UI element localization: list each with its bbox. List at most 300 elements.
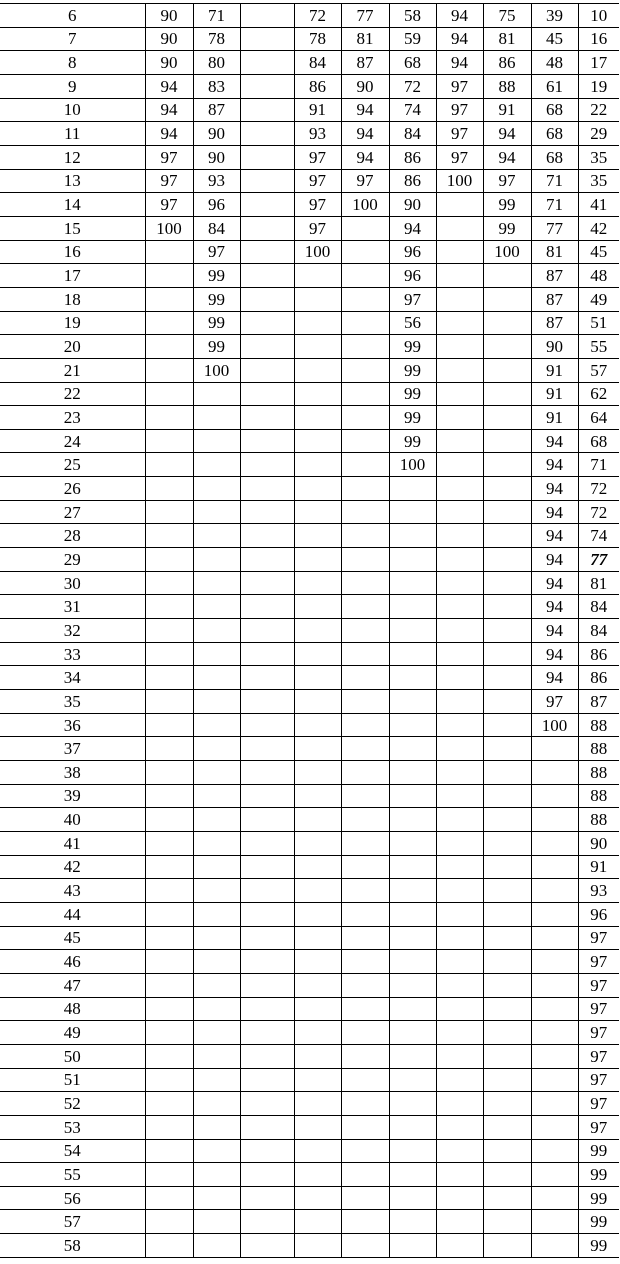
row-label-cell: 56 [0,1186,145,1210]
table-row [0,548,619,572]
value-cell [389,666,436,690]
value-cell: 99 [483,193,531,217]
value-cell: 71 [531,193,578,217]
value-cell [145,571,193,595]
value-cell [294,406,341,430]
value-cell: 94 [436,51,483,75]
value-cell: 45 [531,27,578,51]
value-cell [436,1068,483,1092]
row-label-cell: 29 [0,548,145,572]
value-cell [240,406,294,430]
value-cell [193,997,240,1021]
value-cell: 10 [578,4,619,28]
table-row [0,477,619,501]
value-cell [294,808,341,832]
row-label-cell: 51 [0,1068,145,1092]
value-cell: 97 [531,690,578,714]
value-cell: 94 [531,429,578,453]
value-cell [294,1139,341,1163]
row-label-cell: 48 [0,997,145,1021]
value-cell [436,1163,483,1187]
value-cell [145,287,193,311]
value-cell: 22 [578,98,619,122]
row-label-cell: 11 [0,122,145,146]
value-cell [436,1139,483,1163]
value-cell: 97 [436,145,483,169]
value-cell: 99 [578,1163,619,1187]
value-cell [483,1021,531,1045]
value-cell: 97 [578,973,619,997]
value-cell [389,571,436,595]
value-cell: 90 [193,145,240,169]
value-cell [294,855,341,879]
value-cell [240,1021,294,1045]
value-cell [341,1139,389,1163]
value-cell [145,855,193,879]
value-cell [240,666,294,690]
value-cell [145,784,193,808]
value-cell [294,1234,341,1258]
row-label-cell: 21 [0,358,145,382]
value-cell [483,713,531,737]
value-cell [341,1092,389,1116]
value-cell [294,784,341,808]
value-cell [436,216,483,240]
table-row [0,1115,619,1139]
value-cell [483,1210,531,1234]
row-label-cell: 8 [0,51,145,75]
row-label-cell: 10 [0,98,145,122]
value-cell [294,429,341,453]
value-cell [145,1210,193,1234]
value-cell: 94 [531,619,578,643]
value-cell [436,595,483,619]
value-cell: 74 [578,524,619,548]
value-cell [240,311,294,335]
value-cell [240,619,294,643]
value-cell [193,1021,240,1045]
value-cell [240,193,294,217]
value-cell: 90 [341,74,389,98]
value-cell [341,382,389,406]
value-cell [436,193,483,217]
row-label-cell: 38 [0,761,145,785]
value-cell [193,666,240,690]
value-cell [341,477,389,501]
value-cell [389,595,436,619]
value-cell [145,737,193,761]
table-row [0,193,619,217]
value-cell [436,358,483,382]
value-cell: 88 [483,74,531,98]
value-cell [531,1234,578,1258]
value-cell: 99 [193,287,240,311]
value-cell [240,595,294,619]
value-cell: 97 [436,98,483,122]
value-cell [436,311,483,335]
value-cell [483,595,531,619]
value-cell [294,358,341,382]
row-label-cell: 41 [0,831,145,855]
value-cell [145,429,193,453]
value-cell: 99 [389,335,436,359]
value-cell [483,500,531,524]
value-cell [193,595,240,619]
table-row [0,950,619,974]
row-label-cell: 42 [0,855,145,879]
table-row [0,1139,619,1163]
value-cell: 68 [531,122,578,146]
value-cell [294,997,341,1021]
value-cell [341,1021,389,1045]
value-cell [483,973,531,997]
value-cell: 90 [193,122,240,146]
value-cell: 71 [531,169,578,193]
row-label-cell: 36 [0,713,145,737]
value-cell [341,311,389,335]
value-cell [483,855,531,879]
value-cell: 97 [294,145,341,169]
value-cell [341,902,389,926]
row-label-cell: 19 [0,311,145,335]
value-cell [436,926,483,950]
value-cell: 88 [578,737,619,761]
value-cell [294,548,341,572]
value-cell: 94 [389,216,436,240]
value-cell [389,1092,436,1116]
value-cell: 87 [531,264,578,288]
value-cell: 94 [531,666,578,690]
row-label-cell: 46 [0,950,145,974]
value-cell [240,1186,294,1210]
value-cell [294,595,341,619]
value-cell: 99 [389,382,436,406]
value-cell: 99 [193,335,240,359]
value-cell [240,713,294,737]
value-cell [531,997,578,1021]
value-cell [294,761,341,785]
table-row [0,761,619,785]
value-cell [294,666,341,690]
value-cell [294,926,341,950]
row-label-cell: 53 [0,1115,145,1139]
row-label-cell: 23 [0,406,145,430]
value-cell [240,358,294,382]
value-cell [341,240,389,264]
value-cell: 91 [531,358,578,382]
value-cell: 49 [578,287,619,311]
value-cell [483,524,531,548]
value-cell [436,548,483,572]
value-cell [436,287,483,311]
value-cell: 72 [578,477,619,501]
value-cell [294,737,341,761]
value-cell [389,879,436,903]
value-cell: 87 [531,311,578,335]
value-cell: 56 [389,311,436,335]
value-cell [240,122,294,146]
table-row [0,406,619,430]
value-cell [483,335,531,359]
value-cell: 77 [341,4,389,28]
value-cell [240,1044,294,1068]
value-cell [436,713,483,737]
table-row [0,1021,619,1045]
value-cell [240,784,294,808]
value-cell: 97 [341,169,389,193]
value-cell [294,879,341,903]
row-label-cell: 34 [0,666,145,690]
value-cell [240,855,294,879]
value-cell [483,1139,531,1163]
value-cell: 86 [389,145,436,169]
value-cell [145,524,193,548]
table-row [0,4,619,28]
value-cell [294,1021,341,1045]
value-cell [240,27,294,51]
value-cell [193,926,240,950]
value-cell [294,1115,341,1139]
value-cell: 90 [145,51,193,75]
value-cell: 87 [341,51,389,75]
value-cell [240,548,294,572]
value-cell: 97 [578,1044,619,1068]
value-cell: 97 [578,997,619,1021]
value-cell [483,429,531,453]
value-cell [145,808,193,832]
table-row [0,713,619,737]
value-cell [145,831,193,855]
value-cell [389,855,436,879]
value-cell [531,950,578,974]
value-cell [193,548,240,572]
value-cell [531,1021,578,1045]
table-row [0,145,619,169]
value-cell [389,1186,436,1210]
value-cell [436,690,483,714]
value-cell [436,642,483,666]
value-cell [389,619,436,643]
value-cell [436,879,483,903]
table-row [0,335,619,359]
value-cell: 19 [578,74,619,98]
table-row [0,500,619,524]
row-label-cell: 22 [0,382,145,406]
value-cell [193,1139,240,1163]
value-cell [145,1234,193,1258]
value-cell [483,926,531,950]
value-cell: 41 [578,193,619,217]
value-cell: 74 [389,98,436,122]
value-cell [531,737,578,761]
value-cell [145,997,193,1021]
value-cell [240,997,294,1021]
value-cell [436,1234,483,1258]
value-cell [341,642,389,666]
value-cell: 94 [436,27,483,51]
value-cell [240,145,294,169]
value-cell [294,382,341,406]
value-cell [193,808,240,832]
table-row [0,524,619,548]
value-cell [193,713,240,737]
value-cell [145,642,193,666]
value-cell [483,737,531,761]
value-cell [145,1068,193,1092]
value-cell: 97 [436,74,483,98]
value-cell: 99 [389,429,436,453]
value-cell [145,619,193,643]
table-row [0,1044,619,1068]
row-label-cell: 47 [0,973,145,997]
value-cell: 97 [294,193,341,217]
value-cell: 100 [531,713,578,737]
value-cell [531,831,578,855]
value-cell [341,973,389,997]
value-cell [294,950,341,974]
value-cell [240,1068,294,1092]
value-cell: 64 [578,406,619,430]
value-cell [531,1068,578,1092]
row-label-cell: 50 [0,1044,145,1068]
table-row [0,737,619,761]
table-row [0,973,619,997]
value-cell [240,335,294,359]
row-label-cell: 37 [0,737,145,761]
value-cell [145,690,193,714]
value-cell [483,1115,531,1139]
value-cell [193,1092,240,1116]
value-cell [294,1163,341,1187]
value-cell [389,1044,436,1068]
value-cell: 71 [193,4,240,28]
table-row [0,358,619,382]
value-cell [240,500,294,524]
row-label-cell: 7 [0,27,145,51]
value-cell [193,902,240,926]
value-cell [294,1092,341,1116]
value-cell: 94 [145,74,193,98]
value-cell [341,1186,389,1210]
value-cell [341,1044,389,1068]
value-cell: 58 [389,4,436,28]
value-cell [341,808,389,832]
table-row [0,429,619,453]
value-cell: 96 [193,193,240,217]
value-cell [193,429,240,453]
value-cell [294,524,341,548]
table-row [0,264,619,288]
value-cell [240,973,294,997]
value-cell [436,761,483,785]
value-cell [389,784,436,808]
value-cell [483,1068,531,1092]
row-label-cell: 9 [0,74,145,98]
value-cell: 100 [193,358,240,382]
row-label-cell: 55 [0,1163,145,1187]
value-cell [436,619,483,643]
value-cell [240,382,294,406]
value-cell [341,1068,389,1092]
value-cell [145,1139,193,1163]
table-row [0,831,619,855]
value-cell: 86 [483,51,531,75]
value-cell: 84 [389,122,436,146]
value-cell: 88 [578,808,619,832]
value-cell: 91 [531,406,578,430]
value-cell: 100 [483,240,531,264]
value-cell: 96 [578,902,619,926]
value-cell [145,1115,193,1139]
value-cell [240,264,294,288]
value-cell: 17 [578,51,619,75]
value-cell: 99 [578,1210,619,1234]
value-cell: 100 [389,453,436,477]
value-cell: 88 [578,784,619,808]
table-row [0,926,619,950]
value-cell [341,287,389,311]
value-cell: 48 [531,51,578,75]
value-cell: 72 [578,500,619,524]
value-cell [240,1234,294,1258]
value-cell [240,808,294,832]
value-cell [341,500,389,524]
value-cell: 86 [389,169,436,193]
value-cell: 87 [531,287,578,311]
value-cell: 100 [294,240,341,264]
value-cell [341,997,389,1021]
value-cell [193,690,240,714]
row-label-cell: 13 [0,169,145,193]
row-label-cell: 31 [0,595,145,619]
value-cell: 100 [341,193,389,217]
value-cell [483,831,531,855]
value-cell [436,335,483,359]
value-cell [193,619,240,643]
value-cell [145,1021,193,1045]
value-cell [193,571,240,595]
value-cell: 84 [578,619,619,643]
value-cell: 97 [578,1021,619,1045]
value-cell [193,855,240,879]
table-row [0,98,619,122]
value-cell: 81 [341,27,389,51]
value-cell [531,1044,578,1068]
table-row [0,784,619,808]
row-label-cell: 16 [0,240,145,264]
value-cell [483,1186,531,1210]
table-row [0,27,619,51]
value-cell: 91 [483,98,531,122]
value-cell [436,453,483,477]
value-cell [294,453,341,477]
table-row [0,1186,619,1210]
row-label-cell: 25 [0,453,145,477]
value-cell [483,382,531,406]
value-cell [436,264,483,288]
value-cell [341,453,389,477]
value-cell [341,926,389,950]
value-cell [389,926,436,950]
table-row [0,74,619,98]
value-cell: 42 [578,216,619,240]
value-cell [531,1163,578,1187]
value-cell [436,429,483,453]
value-cell [240,879,294,903]
value-cell [294,831,341,855]
value-cell [193,761,240,785]
value-cell [294,1210,341,1234]
